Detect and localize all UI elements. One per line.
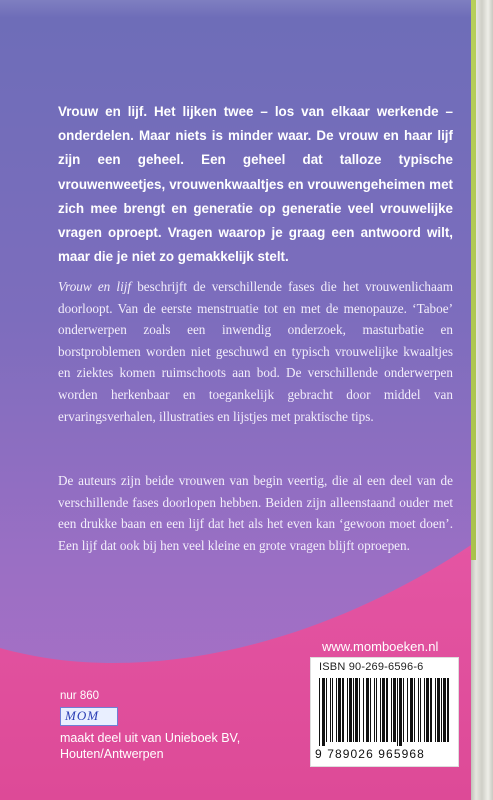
barcode-number: 9 789026 965968: [315, 747, 425, 761]
mom-logo-text: MOM: [65, 708, 100, 723]
barcode-bar: [366, 678, 369, 742]
barcode-bar: [363, 678, 364, 742]
barcode-bar: [437, 678, 440, 742]
barcode-bar: [336, 678, 337, 742]
barcode-bar: [332, 678, 333, 742]
description-text: beschrijft de verschillende fases die het vrouwenlichaam doorloopt. Van de eerste menstruatie tot en met de menopauze. ‘Taboe’ onderwerpen zoals een inwendig onderzoek, masturbatie en borstproblemen worden niet geschuwd en typisch vrouwelijke kwaaltjes en ziektes komen ruimschoots aan bod. De verschillende onderwerpen worden herkenbaar en toegankelijk gebracht door middel van ervaringsverhalen, illustraties en lijstjes met praktische tips.: [58, 279, 453, 424]
authors-paragraph: De auteurs zijn beide vrouwen van begin veertig, die al een deel van de verschillende fases doorlopen hebben. Beiden zijn alleenstaand ouder met een drukke baan en een lijf dat het als het even kan ‘gewoon moet doen’. Een lijf dat ook bij hen veel kleine en grote vragen blijft oproepen.: [58, 473, 453, 553]
barcode-bar: [319, 678, 320, 746]
barcode-bar: [410, 678, 413, 742]
barcode-bar: [382, 678, 385, 742]
barcode-bar: [370, 678, 371, 742]
barcode-bar: [353, 678, 354, 742]
barcode-bar: [347, 678, 348, 742]
website-url: www.momboeken.nl: [322, 639, 439, 654]
description-paragraph: [58, 276, 453, 427]
barcode-bar: [426, 678, 429, 742]
barcode-bar: [447, 678, 448, 742]
barcode-bar: [386, 678, 388, 742]
barcode-bar: [407, 678, 408, 742]
publisher-line-1: maakt deel uit van Unieboek BV,: [60, 731, 241, 745]
barcode-bar: [391, 678, 392, 742]
barcode-bar: [414, 678, 415, 742]
barcode-bar: [342, 678, 344, 742]
book-title-italic: Vrouw en lijf: [58, 279, 132, 294]
barcode-bar: [448, 678, 449, 742]
publisher-info: [60, 730, 240, 762]
barcode-bar: [355, 678, 358, 742]
barcode-bar: [435, 678, 436, 742]
publisher-line-2: Houten/Antwerpen: [60, 747, 164, 761]
barcode-bar: [349, 678, 352, 742]
barcode-bar: [397, 678, 398, 746]
barcode-bar: [424, 678, 425, 742]
barcode-bar: [376, 678, 377, 742]
isbn-number: ISBN 90-269-6596-6: [319, 661, 424, 673]
barcode-bar: [403, 678, 404, 742]
barcode-bar: [374, 678, 375, 742]
barcode-bar: [441, 678, 442, 742]
barcode-bar: [322, 678, 325, 746]
intro-paragraph: Vrouw en lijf. Het lijken twee – los van elkaar werkende – onderdelen. Maar niets is minder waar. De vrouw en haar lijf zijn een geheel. Een geheel dat talloze typische vrouwenweetjes, vrouwenkwaaltjes en vrouwengeheimen met zich mee brengt en generatie op generatie veel vrouwelijke vragen oproept. Vragen waarop je graag een antwoord wilt, maar die je niet zo gemakkelijk stelt.: [58, 104, 453, 265]
barcode-bar: [338, 678, 341, 742]
mom-logo: [60, 707, 118, 726]
barcode-bar: [420, 678, 421, 742]
barcode-bar: [380, 678, 381, 742]
barcode-bar: [330, 678, 331, 742]
barcode-sticker: [310, 657, 459, 767]
barcode-bar: [326, 678, 327, 742]
barcode-bar: [359, 678, 360, 742]
barcode-bar: [399, 678, 402, 746]
barcode-icon: [319, 678, 450, 746]
barcode-bar: [443, 678, 446, 742]
barcode-bar: [418, 678, 419, 742]
barcode-bar: [393, 678, 396, 742]
barcode-bar: [430, 678, 432, 742]
nur-code: nur 860: [60, 690, 100, 702]
